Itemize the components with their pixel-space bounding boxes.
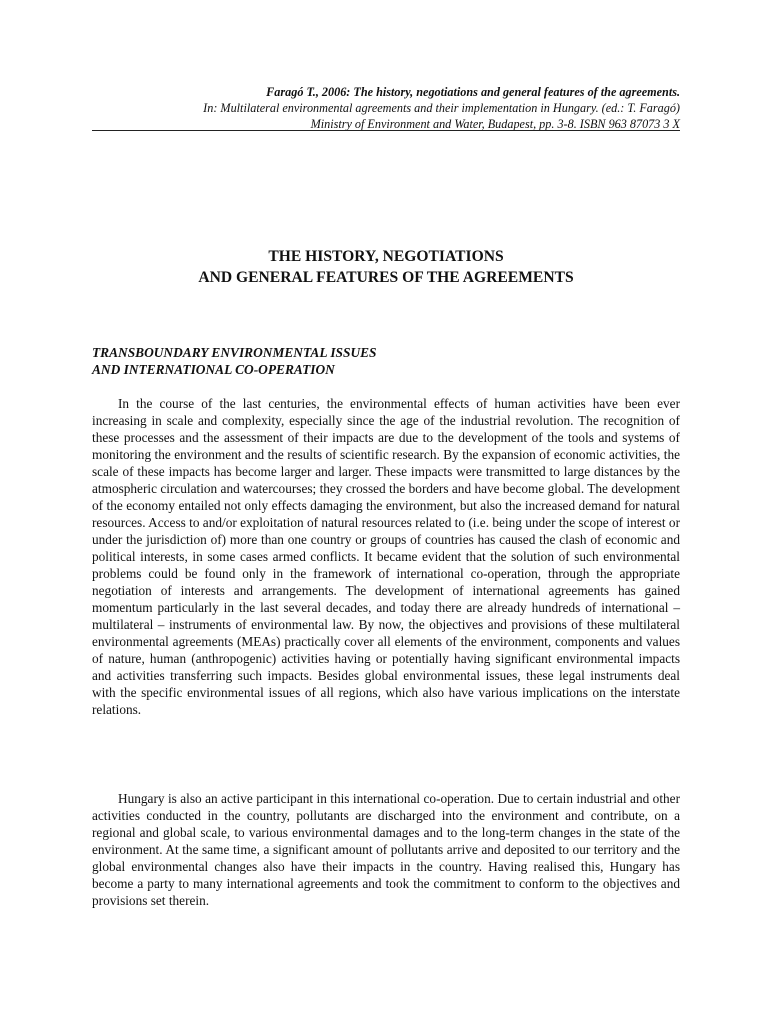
body-paragraph: Hungary is also an active participant in this international co-operation. Due to certain industrial and other activities conducted in the country, pollutants are discharged into the environment and contribute, on a regional and global scale, to various environmental damages and to the long-term changes in the state of the environment. At the same time, a significant amount of pollutants arrive and deposited to our territory and the global environmental changes also have their impacts in the country. Having realised this, Hungary has become a party to many international agreements and took the commitment to conform to the objectives and provisions set therein. (92, 791, 680, 908)
page-title-line-2: AND GENERAL FEATURES OF THE AGREEMENTS (198, 269, 574, 286)
section-heading (92, 344, 377, 378)
page-title-line-1: THE HISTORY, NEGOTIATIONS (268, 248, 504, 265)
body-paragraph: In the course of the last centuries, the environmental effects of human activities have been ever increasing in scale and complexity, especially since the age of the industrial revolution. The recognition of these processes and the assessment of their impacts are due to the development of the tools and systems of monitoring the environment and the results of scientific research. By the expansion of economic activities, the scale of these impacts has become larger and larger. These impacts were transmitted to large distances by the atmospheric circulation and watercourses; they crossed the borders and have become global. The development of the economy entailed not only effects damaging the environment, but also the increased demand for natural resources. Access to and/or exploitation of natural resources related to (i.e. being under the scope of interest or under the jurisdiction of) more than one country or groups of countries has caused the clash of economic and political interests, in some cases armed conflicts. It became evident that the solution of such environmental problems could be found only in the framework of international co-operation, through the appropriate negotiation of interests and arrangements. The development of international agreements has gained momentum particularly in the last several decades, and today there are already hundreds of international – multilateral – instruments of environmental law. By now, the objectives and provisions of these multilateral environmental agreements (MEAs) practically cover all elements of the environment, components and values of nature, human (anthropogenic) activities having or potentially having significant environmental impacts and activities transferring such impacts. Besides global environmental issues, these legal instruments deal with the specific environmental issues of all regions, which also have various implications on the interstate relations. (92, 396, 680, 717)
section-heading-line-2: AND INTERNATIONAL CO-OPERATION (92, 362, 335, 377)
section-heading-line-1: TRANSBOUNDARY ENVIRONMENTAL ISSUES (92, 345, 377, 360)
citation-line-author-title: Faragó T., 2006: The history, negotiations and general features of the agreements. (266, 85, 680, 99)
page-title (92, 246, 680, 288)
citation-line-publisher: Ministry of Environment and Water, Budapest, pp. 3-8. ISBN 963 87073 3 X (310, 117, 680, 131)
citation-line-source: In: Multilateral environmental agreements and their implementation in Hungary. (ed.: T. Faragó) (203, 101, 680, 115)
header-divider (92, 130, 680, 131)
citation-header (92, 84, 680, 132)
